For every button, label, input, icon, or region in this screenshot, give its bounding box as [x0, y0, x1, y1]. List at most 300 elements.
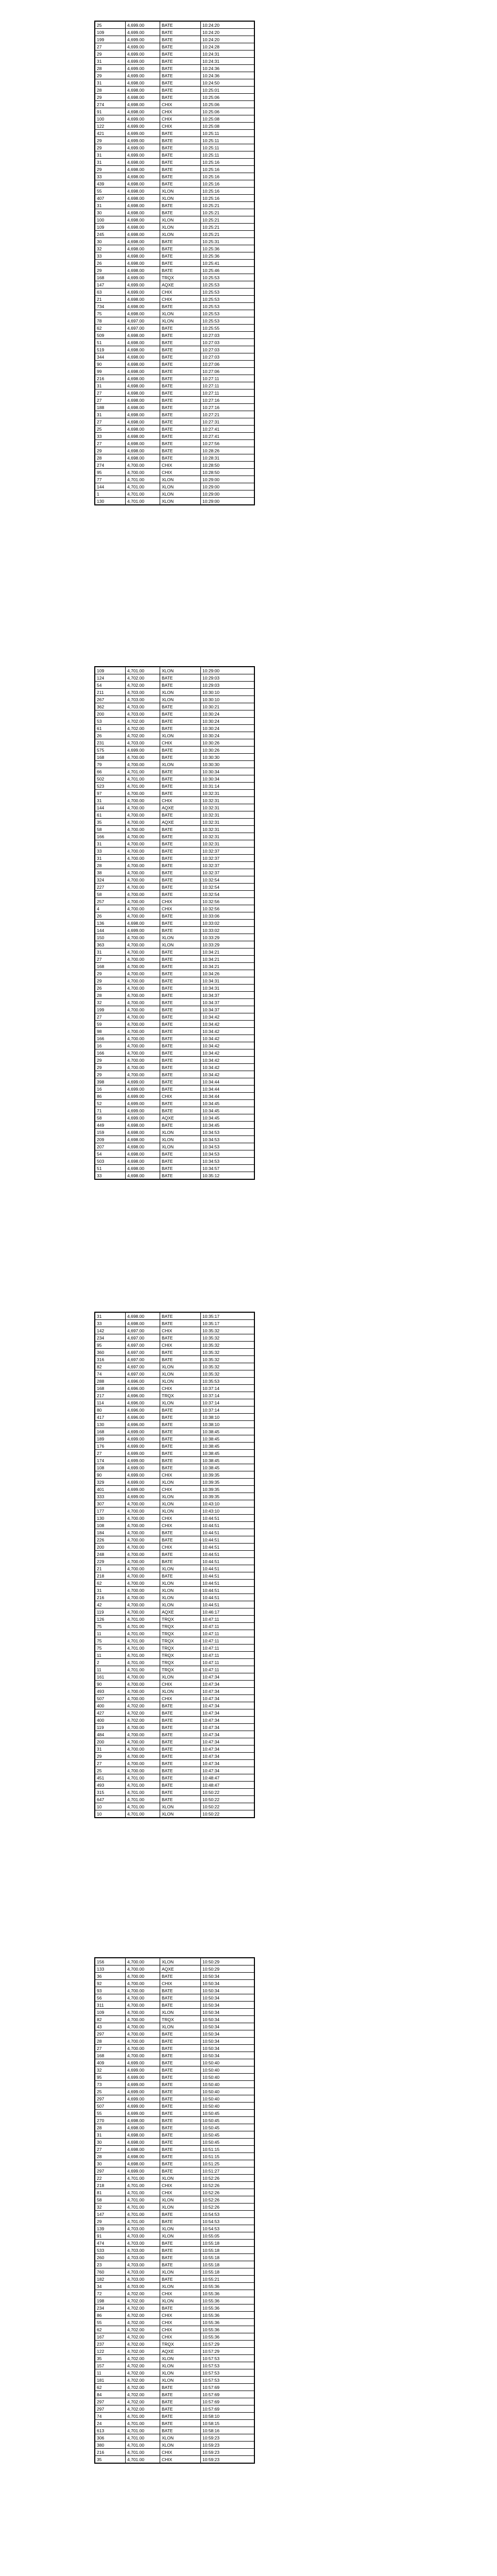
trading-venue: BATE	[160, 2074, 201, 2081]
trade-time: 10:34:42	[201, 1064, 254, 1071]
trade-volume: 248	[95, 1551, 126, 1558]
table-row	[95, 2290, 254, 2297]
trade-volume: 21	[95, 1565, 126, 1572]
table-row	[95, 927, 254, 934]
trade-table	[95, 1312, 254, 1818]
trade-price: 4,698.00	[126, 2124, 160, 2131]
trading-venue: BATE	[160, 884, 201, 891]
trade-time: 10:31:14	[201, 783, 254, 790]
trade-volume: 90	[95, 1681, 126, 1688]
table-row	[95, 948, 254, 956]
trade-price: 4,699.00	[126, 1443, 160, 1450]
trading-venue: TRQX	[160, 2341, 201, 2348]
trade-price: 4,700.00	[126, 2023, 160, 2030]
trade-time: 10:47:11	[201, 1637, 254, 1645]
trading-venue: XLON	[160, 1580, 201, 1587]
trade-volume: 157	[95, 2362, 126, 2369]
trade-time: 10:30:34	[201, 775, 254, 783]
table-row	[95, 1551, 254, 1558]
trade-volume: 30	[95, 2160, 126, 2167]
trade-volume: 136	[95, 920, 126, 927]
table-row	[95, 1695, 254, 1702]
table-row	[95, 151, 254, 159]
trade-volume: 51	[95, 339, 126, 346]
trade-volume: 29	[95, 1753, 126, 1760]
trade-volume: 200	[95, 1544, 126, 1551]
table-row	[95, 252, 254, 260]
trading-venue: CHIX	[160, 101, 201, 108]
trade-time: 10:27:11	[201, 389, 254, 397]
trade-time: 10:50:34	[201, 1987, 254, 1994]
trade-volume: 29	[95, 50, 126, 58]
trade-price: 4,701.00	[126, 1796, 160, 1803]
trade-price: 4,700.00	[126, 1064, 160, 1071]
table-row	[95, 2009, 254, 2016]
trade-time: 10:50:40	[201, 2081, 254, 2088]
table-row	[95, 2362, 254, 2369]
trade-time: 10:52:26	[201, 2204, 254, 2211]
table-row	[95, 1370, 254, 1378]
trading-venue: BATE	[160, 65, 201, 72]
trading-venue: CHIX	[160, 2319, 201, 2326]
trading-venue: XLON	[160, 1810, 201, 1818]
trade-time: 10:47:34	[201, 1695, 254, 1702]
trade-volume: 360	[95, 1349, 126, 1356]
trade-volume: 28	[95, 992, 126, 999]
trading-venue: BATE	[160, 891, 201, 898]
table-row	[95, 992, 254, 999]
trade-time: 10:27:03	[201, 332, 254, 339]
trade-volume: 216	[95, 375, 126, 382]
trade-time: 10:47:34	[201, 1753, 254, 1760]
trading-venue: BATE	[160, 1994, 201, 2002]
table-row	[95, 123, 254, 130]
trade-time: 10:57:69	[201, 2405, 254, 2413]
table-row	[95, 1172, 254, 1179]
table-row	[95, 346, 254, 353]
trading-venue: XLON	[160, 941, 201, 948]
trading-venue: CHIX	[160, 1385, 201, 1392]
trade-price: 4,699.00	[126, 22, 160, 29]
trade-volume: 79	[95, 761, 126, 768]
trade-time: 10:57:69	[201, 2384, 254, 2391]
trade-time: 10:34:45	[201, 1122, 254, 1129]
trade-time: 10:32:37	[201, 848, 254, 855]
trade-price: 4,700.00	[126, 891, 160, 898]
trade-price: 4,701.00	[126, 2211, 160, 2218]
trade-volume: 503	[95, 1158, 126, 1165]
trade-volume: 142	[95, 1327, 126, 1334]
trading-venue: BATE	[160, 2304, 201, 2312]
trade-time: 10:55:21	[201, 2276, 254, 2283]
table-row	[95, 2002, 254, 2009]
trade-volume: 30	[95, 2139, 126, 2146]
trade-volume: 119	[95, 1608, 126, 1616]
trade-price: 4,698.00	[126, 447, 160, 454]
trade-time: 10:55:36	[201, 2290, 254, 2297]
trade-price: 4,700.00	[126, 811, 160, 819]
table-row	[95, 898, 254, 905]
trade-price: 4,699.00	[126, 747, 160, 754]
trade-time: 10:27:41	[201, 426, 254, 433]
trade-price: 4,700.00	[126, 1681, 160, 1688]
trade-volume: 28	[95, 2124, 126, 2131]
trade-time: 10:57:53	[201, 2362, 254, 2369]
table-row	[95, 2268, 254, 2276]
trading-venue: BATE	[160, 2153, 201, 2160]
table-row	[95, 682, 254, 689]
trade-time: 10:44:51	[201, 1580, 254, 1587]
table-row	[95, 1688, 254, 1695]
trading-venue: BATE	[160, 29, 201, 36]
trade-time: 10:44:51	[201, 1587, 254, 1594]
trade-price: 4,697.00	[126, 1363, 160, 1370]
trading-venue: BATE	[160, 1760, 201, 1767]
table-row	[95, 2377, 254, 2384]
trade-volume: 227	[95, 884, 126, 891]
trade-time: 10:50:34	[201, 1973, 254, 1980]
trade-time: 10:30:34	[201, 768, 254, 775]
trading-venue: XLON	[160, 2355, 201, 2362]
table-row	[95, 1035, 254, 1042]
trade-volume: 575	[95, 747, 126, 754]
trading-venue: BATE	[160, 267, 201, 274]
trading-venue: BATE	[160, 43, 201, 50]
trade-price: 4,697.00	[126, 1356, 160, 1363]
trade-price: 4,702.00	[126, 2312, 160, 2319]
trade-volume: 31	[95, 1313, 126, 1320]
trade-time: 10:25:46	[201, 267, 254, 274]
trade-price: 4,699.00	[126, 36, 160, 43]
table-row	[95, 1738, 254, 1745]
table-row	[95, 368, 254, 375]
trading-venue: XLON	[160, 2362, 201, 2369]
trade-volume: 306	[95, 2434, 126, 2442]
table-row	[95, 339, 254, 346]
table-row	[95, 1645, 254, 1652]
table-row	[95, 2045, 254, 2052]
trade-price: 4,700.00	[126, 2030, 160, 2038]
table-row	[95, 775, 254, 783]
trade-time: 10:25:53	[201, 310, 254, 317]
trade-volume: 74	[95, 1370, 126, 1378]
trade-volume: 31	[95, 151, 126, 159]
trading-venue: CHIX	[160, 1544, 201, 1551]
table-row	[95, 310, 254, 317]
trade-volume: 200	[95, 710, 126, 718]
trade-volume: 144	[95, 927, 126, 934]
trading-venue: BATE	[160, 703, 201, 710]
trade-time: 10:54:53	[201, 2211, 254, 2218]
trade-price: 4,699.00	[126, 1435, 160, 1443]
trade-price: 4,698.00	[126, 87, 160, 94]
trade-price: 4,698.00	[126, 224, 160, 231]
trading-venue: XLON	[160, 1378, 201, 1385]
trade-price: 4,700.00	[126, 1745, 160, 1753]
trade-volume: 72	[95, 2290, 126, 2297]
table-row	[95, 1435, 254, 1443]
trade-price: 4,701.00	[126, 2218, 160, 2225]
table-row	[95, 2218, 254, 2225]
trading-venue: BATE	[160, 58, 201, 65]
trade-volume: 10	[95, 1803, 126, 1810]
trade-price: 4,698.00	[126, 1150, 160, 1158]
trade-volume: 34	[95, 2283, 126, 2290]
table-row	[95, 1342, 254, 1349]
trading-venue: BATE	[160, 1551, 201, 1558]
trade-volume: 93	[95, 1987, 126, 1994]
table-row	[95, 1150, 254, 1158]
trading-venue: BATE	[160, 375, 201, 382]
trade-price: 4,699.00	[126, 289, 160, 296]
trade-price: 4,701.00	[126, 1637, 160, 1645]
trade-time: 10:30:26	[201, 739, 254, 747]
trading-venue: XLON	[160, 2297, 201, 2304]
trading-venue: XLON	[160, 1673, 201, 1681]
trade-price: 4,698.00	[126, 303, 160, 310]
table-row	[95, 2254, 254, 2261]
trade-time: 10:48:47	[201, 1774, 254, 1782]
trading-venue: BATE	[160, 2139, 201, 2146]
table-row	[95, 1064, 254, 1071]
trade-volume: 29	[95, 2218, 126, 2225]
table-row	[95, 2261, 254, 2268]
trade-time: 10:25:21	[201, 209, 254, 216]
trading-venue: BATE	[160, 426, 201, 433]
trade-volume: 297	[95, 2030, 126, 2038]
trade-time: 10:51:27	[201, 2167, 254, 2175]
trade-price: 4,700.00	[126, 855, 160, 862]
table-row	[95, 1594, 254, 1601]
table-row	[95, 1114, 254, 1122]
trade-time: 10:25:53	[201, 317, 254, 325]
trading-venue: BATE	[160, 159, 201, 166]
trading-venue: CHIX	[160, 123, 201, 130]
trade-time: 10:37:14	[201, 1385, 254, 1392]
table-row	[95, 1803, 254, 1810]
trade-price: 4,700.00	[126, 1965, 160, 1973]
table-row	[95, 862, 254, 869]
table-row	[95, 1028, 254, 1035]
trading-venue: AQXE	[160, 1965, 201, 1973]
trade-time: 10:44:51	[201, 1572, 254, 1580]
table-row	[95, 231, 254, 238]
table-row	[95, 2442, 254, 2449]
trade-price: 4,700.00	[126, 862, 160, 869]
trading-venue: BATE	[160, 833, 201, 840]
trade-volume: 25	[95, 1767, 126, 1774]
trade-volume: 77	[95, 476, 126, 483]
table-row	[95, 1313, 254, 1320]
trade-time: 10:34:42	[201, 1035, 254, 1042]
trade-price: 4,698.00	[126, 1172, 160, 1179]
trade-volume: 54	[95, 682, 126, 689]
trade-volume: 81	[95, 2189, 126, 2196]
trade-volume: 25	[95, 426, 126, 433]
trading-venue: XLON	[160, 2225, 201, 2232]
trade-volume: 421	[95, 130, 126, 137]
trade-volume: 126	[95, 1616, 126, 1623]
table-row	[95, 1450, 254, 1457]
trade-price: 4,696.00	[126, 1392, 160, 1399]
trade-time: 10:55:05	[201, 2232, 254, 2240]
trading-venue: BATE	[160, 2045, 201, 2052]
trading-venue: XLON	[160, 2175, 201, 2182]
trade-volume: 29	[95, 447, 126, 454]
trade-time: 10:34:21	[201, 963, 254, 970]
trade-time: 10:33:29	[201, 934, 254, 941]
trade-price: 4,698.00	[126, 79, 160, 87]
trade-time: 10:47:34	[201, 1724, 254, 1731]
trading-venue: BATE	[160, 920, 201, 927]
trade-time: 10:28:50	[201, 469, 254, 476]
table-row	[95, 2139, 254, 2146]
trade-table-2	[94, 666, 255, 1180]
trade-volume: 31	[95, 202, 126, 209]
trade-time: 10:34:26	[201, 970, 254, 977]
table-row	[95, 1709, 254, 1717]
trade-volume: 484	[95, 1731, 126, 1738]
trade-volume: 427	[95, 1709, 126, 1717]
table-row	[95, 1100, 254, 1107]
trade-price: 4,703.00	[126, 696, 160, 703]
table-row	[95, 2405, 254, 2413]
trade-time: 10:47:34	[201, 1688, 254, 1695]
trade-time: 10:50:40	[201, 2095, 254, 2103]
trade-volume: 28	[95, 2153, 126, 2160]
trade-volume: 502	[95, 775, 126, 783]
table-row	[95, 2326, 254, 2333]
trade-time: 10:34:42	[201, 1042, 254, 1049]
trade-price: 4,701.00	[126, 1645, 160, 1652]
trading-venue: BATE	[160, 2160, 201, 2167]
table-row	[95, 267, 254, 274]
trade-volume: 97	[95, 790, 126, 797]
table-row	[95, 1414, 254, 1421]
trade-time: 10:38:45	[201, 1428, 254, 1435]
trade-price: 4,698.00	[126, 209, 160, 216]
trade-time: 10:25:16	[201, 180, 254, 188]
table-row	[95, 1406, 254, 1414]
table-row	[95, 876, 254, 884]
trade-volume: 91	[95, 108, 126, 115]
trade-time: 10:27:31	[201, 418, 254, 426]
trade-time: 10:51:15	[201, 2146, 254, 2153]
trade-volume: 31	[95, 2131, 126, 2139]
trade-time: 10:50:45	[201, 2110, 254, 2117]
trade-time: 10:46:17	[201, 1608, 254, 1616]
trading-venue: XLON	[160, 1803, 201, 1810]
table-row	[95, 224, 254, 231]
trade-price: 4,700.00	[126, 2038, 160, 2045]
trade-time: 10:24:31	[201, 50, 254, 58]
table-row	[95, 2189, 254, 2196]
trading-venue: BATE	[160, 454, 201, 462]
trade-price: 4,703.00	[126, 2225, 160, 2232]
trade-volume: 30	[95, 238, 126, 245]
table-row	[95, 833, 254, 840]
trade-time: 10:35:32	[201, 1327, 254, 1334]
trade-volume: 329	[95, 1479, 126, 1486]
trading-venue: CHIX	[160, 2333, 201, 2341]
trade-price: 4,701.00	[126, 2427, 160, 2434]
trading-venue: XLON	[160, 195, 201, 202]
trade-volume: 493	[95, 1688, 126, 1695]
trade-volume: 182	[95, 2276, 126, 2283]
trade-volume: 209	[95, 1136, 126, 1143]
trading-venue: BATE	[160, 22, 201, 29]
trade-time: 10:34:31	[201, 985, 254, 992]
table-row	[95, 72, 254, 79]
trade-volume: 55	[95, 188, 126, 195]
trade-time: 10:30:10	[201, 696, 254, 703]
trade-price: 4,700.00	[126, 1767, 160, 1774]
trade-price: 4,697.00	[126, 1342, 160, 1349]
trade-volume: 234	[95, 2304, 126, 2312]
trade-volume: 130	[95, 1515, 126, 1522]
trade-time: 10:34:53	[201, 1136, 254, 1143]
trade-volume: 189	[95, 1435, 126, 1443]
trade-time: 10:29:03	[201, 674, 254, 682]
trading-venue: XLON	[160, 2232, 201, 2240]
trading-venue: BATE	[160, 1165, 201, 1172]
trade-volume: 168	[95, 963, 126, 970]
trade-volume: 150	[95, 934, 126, 941]
trade-volume: 409	[95, 2059, 126, 2066]
trade-volume: 519	[95, 346, 126, 353]
trade-volume: 27	[95, 1760, 126, 1767]
trading-venue: BATE	[160, 725, 201, 732]
trade-table-4	[94, 1957, 255, 2464]
trading-venue: BATE	[160, 1428, 201, 1435]
trading-venue: TRQX	[160, 1659, 201, 1666]
trade-price: 4,698.00	[126, 389, 160, 397]
trade-price: 4,698.00	[126, 418, 160, 426]
trade-time: 10:27:03	[201, 339, 254, 346]
trade-time: 10:50:40	[201, 2059, 254, 2066]
table-row	[95, 1158, 254, 1165]
table-row	[95, 43, 254, 50]
table-row	[95, 2095, 254, 2103]
table-row	[95, 1980, 254, 1987]
trading-venue: XLON	[160, 1507, 201, 1515]
trading-venue: TRQX	[160, 1652, 201, 1659]
trade-time: 10:29:00	[201, 483, 254, 490]
trade-time: 10:28:26	[201, 447, 254, 454]
trade-price: 4,700.00	[126, 469, 160, 476]
trade-price: 4,700.00	[126, 804, 160, 811]
trade-price: 4,700.00	[126, 1071, 160, 1078]
trade-volume: 122	[95, 2348, 126, 2355]
trade-time: 10:30:21	[201, 703, 254, 710]
trade-volume: 26	[95, 912, 126, 920]
trade-price: 4,700.00	[126, 2052, 160, 2059]
trading-venue: BATE	[160, 2103, 201, 2110]
trade-time: 10:24:31	[201, 58, 254, 65]
trade-price: 4,700.00	[126, 1565, 160, 1572]
trade-time: 10:32:56	[201, 898, 254, 905]
table-row	[95, 332, 254, 339]
trade-price: 4,698.00	[126, 375, 160, 382]
trading-venue: TRQX	[160, 274, 201, 281]
trade-time: 10:34:53	[201, 1129, 254, 1136]
trading-venue: XLON	[160, 761, 201, 768]
trading-venue: BATE	[160, 2218, 201, 2225]
trade-time: 10:29:03	[201, 682, 254, 689]
table-row	[95, 2420, 254, 2427]
trading-venue: BATE	[160, 2384, 201, 2391]
table-row	[95, 50, 254, 58]
